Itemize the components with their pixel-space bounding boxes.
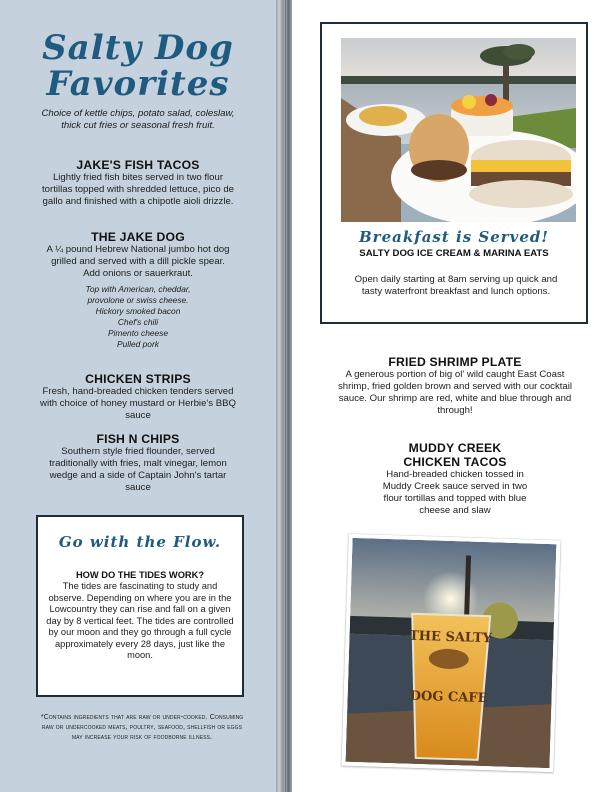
- menu-item-title: CHICKEN STRIPS: [85, 372, 191, 386]
- glass-logo-bottom: DOG CAFE: [409, 688, 488, 707]
- tides-info-box: [36, 515, 244, 697]
- glass-logo-top: THE SALTY: [408, 628, 493, 647]
- menu-item-jake-dog: [38, 230, 238, 350]
- breakfast-photo-illustration: [341, 38, 576, 222]
- menu-item-description: A generous portion of big ol' wild caught East Coast shrimp, fried golden brown and served with our cocktail sauce. Our shrimp are red, white and blue through and through!: [337, 369, 573, 416]
- menu-item-description: Hand-breaded chicken tossed in Muddy Creek sauce served in two flour tortillas and topped with blue cheese and slaw: [382, 469, 528, 516]
- section-title: [0, 30, 276, 102]
- topping-option: Pulled pork: [117, 339, 159, 349]
- menu-item-description: Fresh, hand-breaded chicken tenders served with choice of honey mustard or Herbie's BBQ sauce: [40, 386, 236, 421]
- wood-divider-strip: [276, 0, 292, 792]
- menu-item-description: A ¼ pound Hebrew National jumbo hot dog grilled and served with a dill pickle spear. Add onions or sauerkraut.: [46, 244, 230, 279]
- menu-item-muddy-creek-chicken-tacos: [330, 441, 580, 517]
- raw-food-disclaimer: *Contains ingredients that are raw or under-cooked. Consuming raw or undercooked meats, poultry, seafood, shellfish or eggs may increase your risk of foodborne illness.: [40, 712, 244, 741]
- breakfast-promo-box: [320, 22, 588, 324]
- left-panel: [0, 0, 276, 792]
- menu-item-title: FISH N CHIPS: [96, 432, 180, 446]
- menu-item-fish-n-chips: [38, 432, 238, 494]
- cocktail-photo-frame: [341, 534, 560, 773]
- flow-box-body: The tides are fascinating to study and observe. Depending on where you are in the Lowcountry they can rise and fall on a given day by 8 vertical feet. The tides are controlled by our moon and they go through a full cycle approximately every 28 days, just like the moon.: [46, 581, 234, 660]
- flow-box-heading: HOW DO THE TIDES WORK?: [75, 570, 205, 580]
- salty-dog-cocktail-photo: [346, 538, 557, 768]
- topping-option: provolone or swiss cheese.: [87, 295, 189, 305]
- menu-item-title: JAKE'S FISH TACOS: [76, 158, 200, 172]
- flow-box-title: Go with the Flow.: [58, 533, 222, 551]
- breakfast-description: Open daily starting at 8am serving up quick and tasty waterfront breakfast and lunch options.: [354, 274, 558, 297]
- breakfast-title: Breakfast is Served!: [359, 228, 549, 246]
- topping-option: Pimento cheese: [107, 328, 169, 338]
- title-line-2: Favorites: [46, 64, 230, 104]
- menu-item-chicken-strips: [38, 372, 238, 422]
- topping-option: Top with American, cheddar,: [85, 284, 191, 294]
- breakfast-subtitle: SALTY DOG ICE CREAM & MARINA EATS: [359, 248, 549, 259]
- topping-option: Chef's chili: [117, 317, 159, 327]
- topping-option: Hickory smoked bacon: [95, 306, 181, 316]
- menu-item-description: Lightly fried fish bites served in two flour tortillas topped with shredded lettuce, pico de gallo and finished with a chipotle aioli drizzle.: [42, 172, 234, 207]
- sides-intro: Choice of kettle chips, potato salad, coleslaw, thick cut fries or seasonal fresh fruit.: [41, 108, 235, 131]
- menu-item-title: MUDDY CREEK CHICKEN TACOS: [403, 441, 507, 469]
- menu-item-title: FRIED SHRIMP PLATE: [388, 355, 522, 369]
- title-line-1: Salty Dog: [42, 28, 234, 68]
- menu-item-jakes-fish-tacos: [38, 158, 238, 208]
- menu-item-description: Southern style fried flounder, served traditionally with fries, malt vinegar, lemon wedge and a side of Captain John's tartar sauce: [49, 446, 227, 493]
- menu-item-title: THE JAKE DOG: [91, 230, 185, 244]
- cocktail-photo-illustration: [346, 538, 557, 768]
- breakfast-sandwich-photo: [341, 38, 576, 222]
- menu-item-fried-shrimp-plate: [330, 355, 580, 417]
- toppings-list: [38, 284, 238, 350]
